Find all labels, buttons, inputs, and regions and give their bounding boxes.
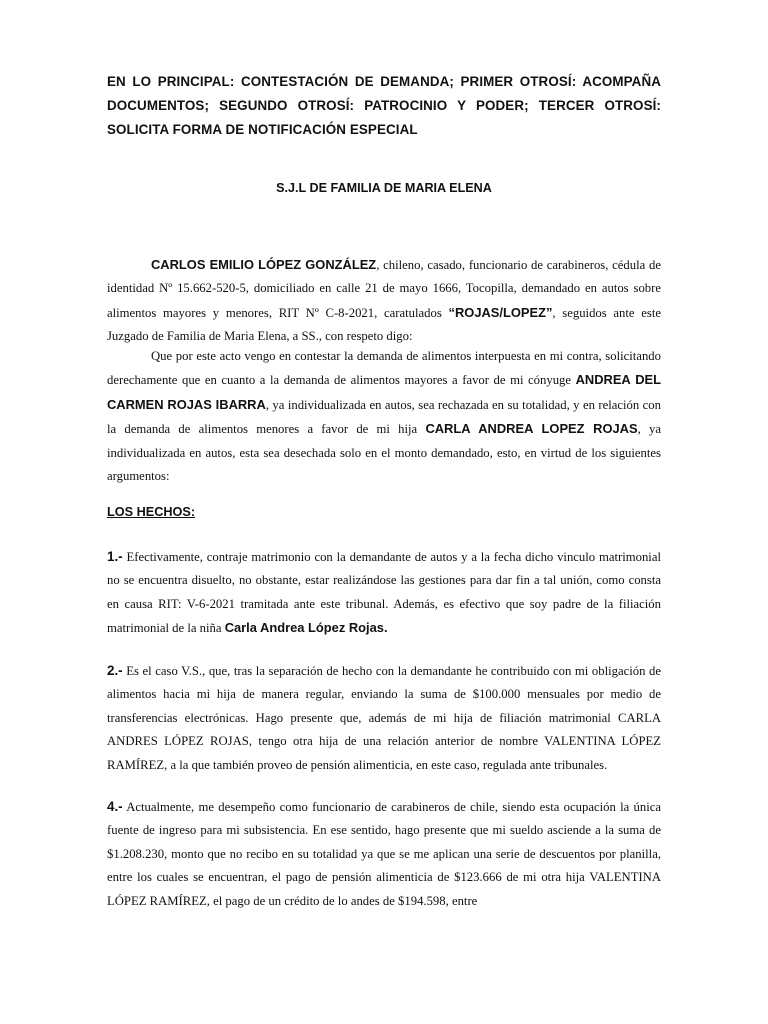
spouse-name: ANDREA DEL CARMEN ROJAS IBARRA [107, 372, 662, 412]
intro-paragraph [107, 253, 661, 349]
fact-number: 2.- [107, 663, 123, 678]
document-heading: EN LO PRINCIPAL: CONTESTACIÓN DE DEMANDA; PRIMER OTROSÍ: ACOMPAÑA DOCUMENTOS; SEGUNDO OTROSÍ: PATROCINIO Y PODER; TERCER OTROSÍ: SOLICITA FORMA DE NOTIFICACIÓN ESPECIAL [107, 74, 661, 137]
fact-paragraph-2 [107, 659, 661, 777]
request-paragraph [107, 345, 661, 488]
request-text-a: Que por este acto vengo en contestar la demanda de alimentos interpuesta en mi contra, solicitando derechamente que en cuanto a la demanda de alimentos mayores a favor de mi cónyuge [107, 349, 661, 388]
intro-text-a: , chileno, casado, funcionario de carabineros, cédula de identidad Nº 15.662-520-5, domiciliado en calle 21 de mayo 1666, Tocopilla, demandado en autos sobre alimentos mayores y menores, RIT Nº C-8-2021, caratulados [107, 258, 662, 320]
facts-title: LOS HECHOS: [107, 505, 196, 519]
defendant-name: CARLOS EMILIO LÓPEZ GONZÁLEZ [151, 257, 377, 272]
daughter-name: CARLA ANDREA LOPEZ ROJAS [425, 421, 638, 437]
fact-paragraph-1 [107, 545, 661, 641]
fact-paragraph-4 [107, 795, 661, 913]
request-text-c: , ya individualizada en autos, esta sea desechada solo en el monto demandado, esto, en virtud de los siguientes argumentos: [107, 422, 661, 484]
intro-text-b: , seguidos ante este Juzgado de Familia de Maria Elena, a SS., con respeto digo: [107, 305, 662, 344]
case-title: “ROJAS/LOPEZ” [448, 304, 553, 320]
request-text-b: , ya individualizada en autos, sea rechazada en su totalidad, y en relación con la demanda de alimentos menores a favor de mi hija [107, 397, 661, 437]
fact-text: Es el caso V.S., que, tras la separación de hecho con la demandante he contribuido con mi obligación de alimentos hacia mi hija de manera regular, enviando la suma de $100.000 mensuales por medio de transferencias electrónicas. Hago presente que, además de mi hija de filiación matrimonial CARLA ANDRES LÓPEZ ROJAS, tengo otra hija de una relación anterior de nombre VALENTINA LÓPEZ RAMÍREZ, a la que también proveo de pensión alimenticia, en este caso, regulada ante tribunales. [107, 664, 661, 772]
fact-number: 4.- [107, 799, 123, 814]
fact-number: 1.- [107, 549, 123, 564]
fact-text: Actualmente, me desempeño como funcionario de carabineros de chile, siendo esta ocupación la única fuente de ingreso para mi subsistencia. En ese sentido, hago presente que mi sueldo asciende a la suma de $1.208.230, monto que no recibo en su totalidad ya que se me aplican una serie de descuentos por planilla, entre los cuales se encuentran, el pago de pensión alimenticia de $123.666 de mi otra hija VALENTINA LÓPEZ RAMÍREZ, el pago de un crédito de lo andes de $194.598, entre [107, 800, 661, 908]
court-addressee: S.J.L DE FAMILIA DE MARIA ELENA [276, 181, 492, 195]
fact-bold-text: Carla Andrea López Rojas. [224, 620, 388, 636]
fact-text: Efectivamente, contraje matrimonio con la demandante de autos y a la fecha dicho vinculo matrimonial no se encuentra disuelto, no obstante, estar realizándose las gestiones para dar fin a tal unión, como consta en causa RIT: V-6-2021 tramitada ante este tribunal. Además, es efectivo que soy padre de la filiación matrimonial de la niña [107, 550, 661, 636]
